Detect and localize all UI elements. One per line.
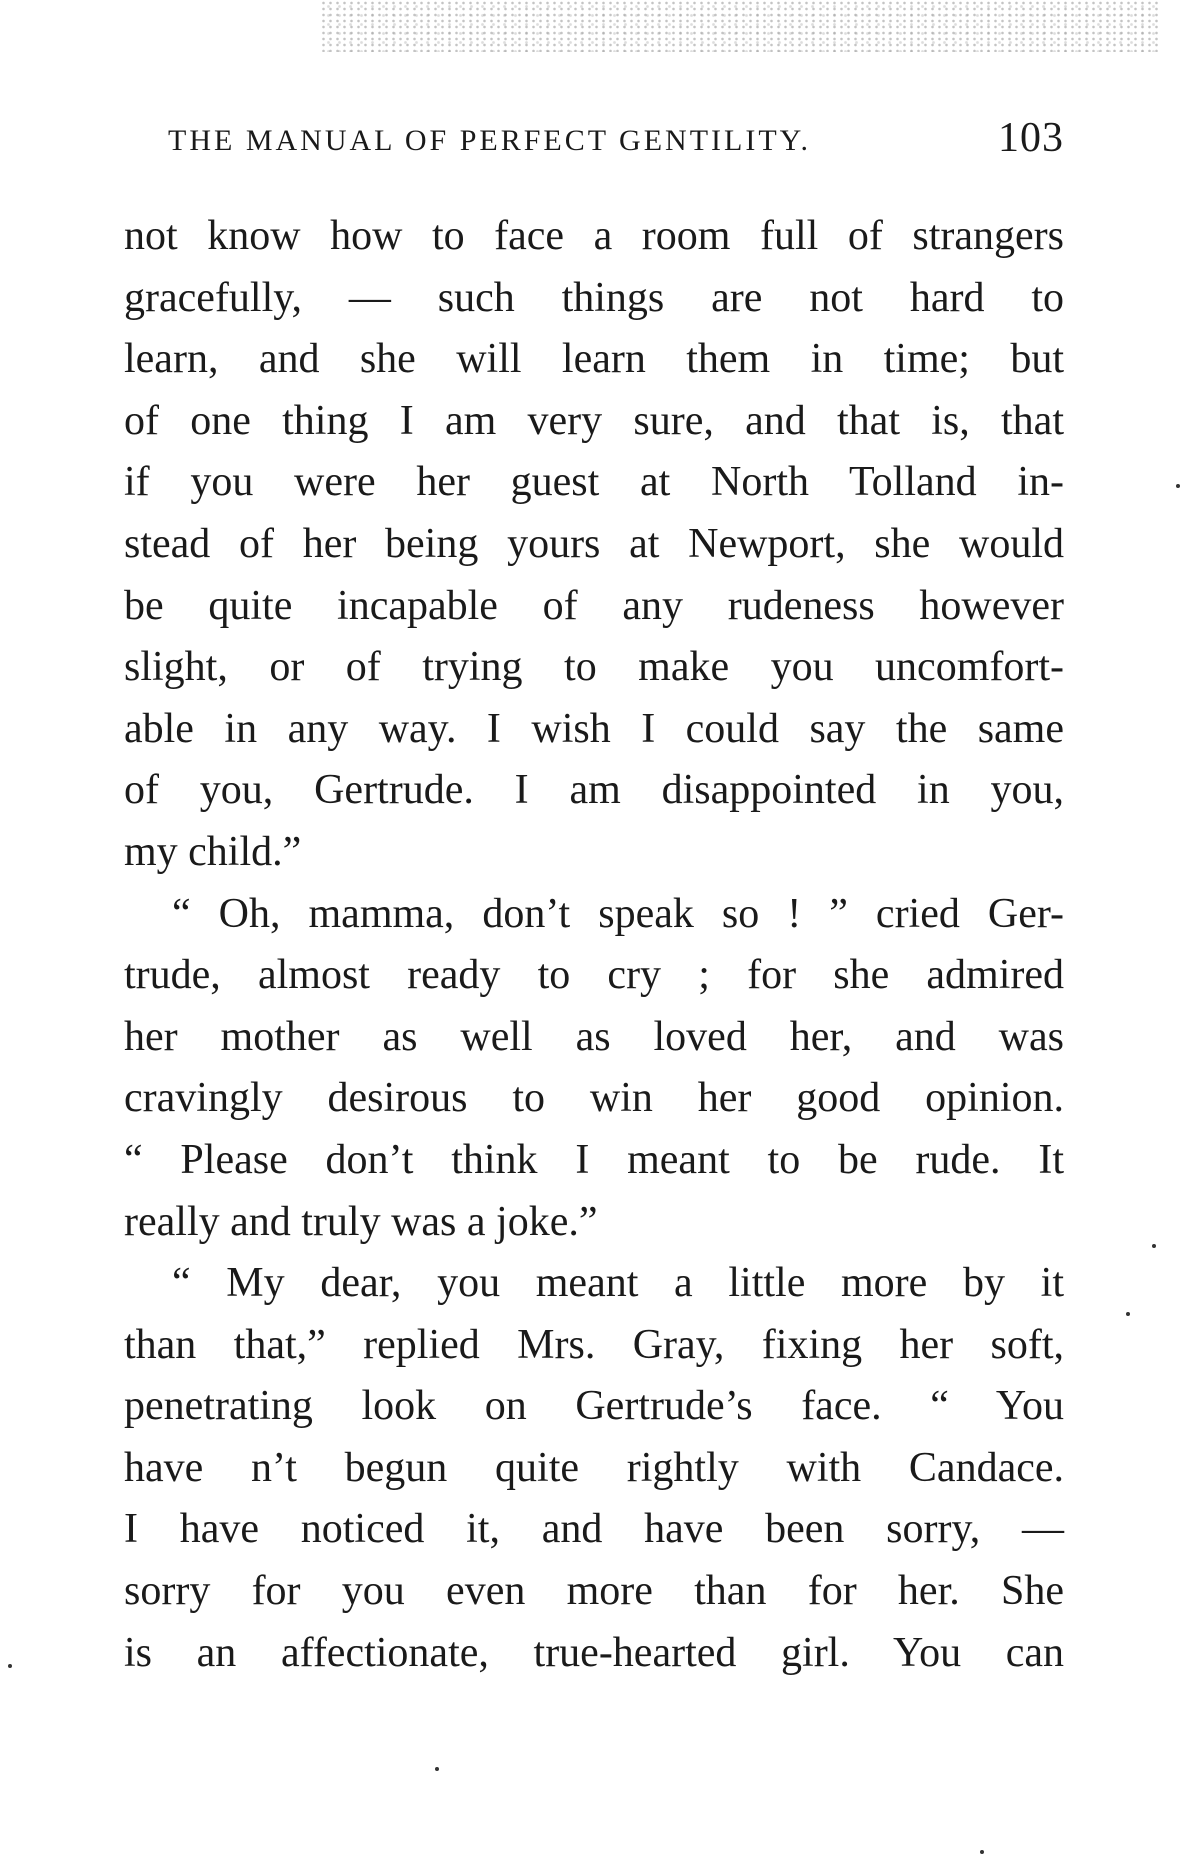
- text-line: if you were her guest at North Tolland in-: [124, 459, 1064, 506]
- ink-speck: [8, 1664, 12, 1668]
- text-line: slight, or of trying to make you uncomfort-: [124, 644, 1064, 691]
- text-line: “ Please don’t think I meant to be rude. It: [124, 1136, 1064, 1183]
- ink-speck: [1152, 1244, 1156, 1248]
- text-line: stead of her being yours at Newport, she would: [124, 520, 1064, 567]
- running-header: [124, 115, 1064, 168]
- text-line: my child.”: [124, 828, 302, 875]
- text-line: not know how to face a room full of strangers: [124, 213, 1064, 259]
- text-line: really and truly was a joke.”: [124, 1198, 598, 1245]
- text-line: her mother as well as loved her, and was: [124, 1013, 1064, 1060]
- text-line: be quite incapable of any rudeness however: [124, 582, 1064, 629]
- text-line: gracefully, — such things are not hard to: [124, 274, 1064, 321]
- body-text: [124, 206, 1064, 1684]
- text-line: I have noticed it, and have been sorry, —: [124, 1506, 1064, 1553]
- text-line: “ My dear, you meant a little more by it: [172, 1260, 1064, 1307]
- text-line: sorry for you even more than for her. She: [124, 1568, 1064, 1615]
- text-line: have n’t begun quite rightly with Candace.: [124, 1444, 1064, 1491]
- text-line: of you, Gertrude. I am disappointed in you,: [124, 767, 1064, 814]
- text-line: of one thing I am very sure, and that is, that: [124, 397, 1064, 444]
- scan-noise: [320, 0, 1160, 52]
- page-number: 103: [998, 115, 1064, 161]
- text-line: trude, almost ready to cry ; for she admired: [124, 952, 1064, 999]
- ink-speck: [1126, 1312, 1130, 1316]
- text-line: able in any way. I wish I could say the same: [124, 705, 1064, 752]
- running-title: THE MANUAL OF PERFECT GENTILITY.: [168, 124, 811, 157]
- ink-speck: [980, 1850, 984, 1854]
- text-line: cravingly desirous to win her good opinion.: [124, 1075, 1064, 1122]
- text-line: than that,” replied Mrs. Gray, fixing her soft,: [124, 1321, 1064, 1368]
- text-line: is an affectionate, true-hearted girl. You can: [124, 1629, 1064, 1676]
- text-line: penetrating look on Gertrude’s face. “ You: [124, 1383, 1064, 1430]
- ink-speck: [435, 1767, 439, 1771]
- text-line: learn, and she will learn them in time; but: [124, 336, 1064, 383]
- text-line: “ Oh, mamma, don’t speak so ! ” cried Ger-: [172, 890, 1064, 937]
- ink-speck: [1176, 484, 1180, 488]
